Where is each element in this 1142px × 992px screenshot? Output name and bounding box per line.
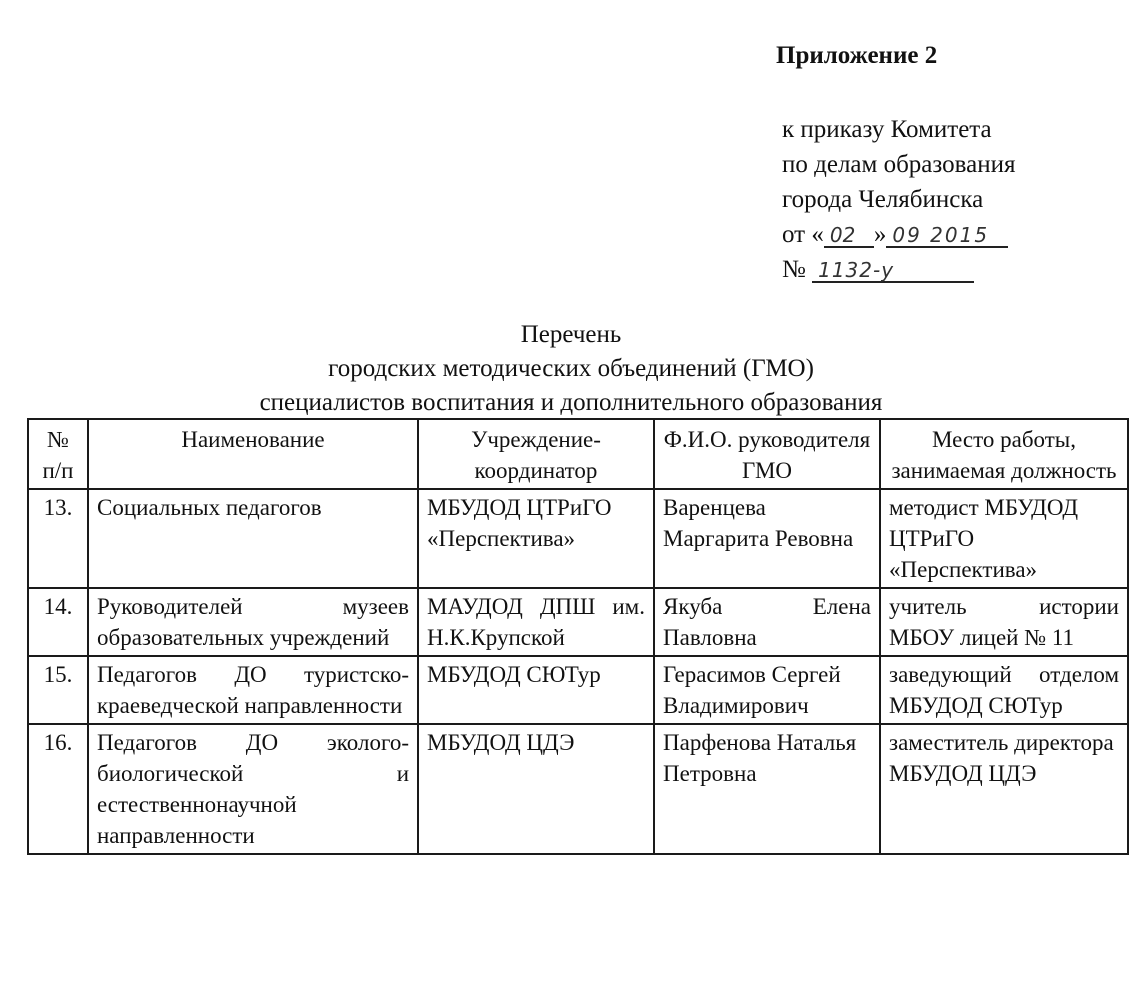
row-institution: МАУДОД ДПШ им. Н.К.Крупской [418, 588, 654, 656]
row-leader: Якуба Елена Павловна [654, 588, 880, 656]
gmo-table [27, 418, 1129, 855]
row-leader: Герасимов Сергей Владимирович [654, 656, 880, 724]
table-row [28, 588, 1128, 656]
order-reference [782, 112, 1015, 287]
title-line-3: специалистов воспитания и дополнительного образования [259, 389, 883, 416]
header-name: Наименование [88, 419, 418, 489]
row-name: Руководителей музеев образовательных учреждений [88, 588, 418, 656]
row-institution: МБУДОД ЦТРиГО «Перспектива» [418, 489, 654, 588]
table-row [28, 724, 1128, 854]
order-date-rest: 09 2015 [886, 224, 1008, 248]
document-title [0, 318, 1142, 420]
row-workplace: заведующий отделом МБУДОД СЮТур [880, 656, 1128, 724]
row-institution: МБУДОД СЮТур [418, 656, 654, 724]
row-name: Социальных педагогов [88, 489, 418, 588]
row-name: Педагогов ДО эколого-биологической и естественнонаучной направленности [88, 724, 418, 854]
row-workplace: учитель истории МБОУ лицей № 11 [880, 588, 1128, 656]
row-num: 16. [28, 724, 88, 854]
header-leader: Ф.И.О. руководителя ГМО [654, 419, 880, 489]
appendix-title: Приложение 2 [776, 42, 938, 69]
table-row [28, 656, 1128, 724]
order-number-line [782, 252, 1015, 287]
order-number-prefix: № [782, 256, 806, 283]
table-header-row [28, 419, 1128, 489]
row-workplace: заместитель директора МБУДОД ЦДЭ [880, 724, 1128, 854]
row-num: 13. [28, 489, 88, 588]
header-institution: Учреждение-координатор [418, 419, 654, 489]
table-row [28, 489, 1128, 588]
header-num: № п/п [28, 419, 88, 489]
order-line-3: города Челябинска [782, 186, 984, 213]
header-workplace: Место работы, занимаемая должность [880, 419, 1128, 489]
order-number-value: 1132-у [812, 259, 974, 283]
row-num: 15. [28, 656, 88, 724]
row-leader: Варенцева Маргарита Ревовна [654, 489, 880, 588]
row-workplace: методист МБУДОД ЦТРиГО «Перспектива» [880, 489, 1128, 588]
row-name: Педагогов ДО туристско-краеведческой направленности [88, 656, 418, 724]
order-date-mid: » [873, 221, 887, 248]
order-line-1: к приказу Комитета [782, 116, 992, 143]
title-line-2: городских методических объединений (ГМО) [328, 355, 814, 382]
order-date-prefix: от « [782, 221, 824, 248]
order-date-day: 02 [824, 224, 874, 248]
row-institution: МБУДОД ЦДЭ [418, 724, 654, 854]
order-date-line [782, 217, 1015, 252]
row-leader: Парфенова Наталья Петровна [654, 724, 880, 854]
order-line-2: по делам образования [782, 151, 1016, 178]
row-num: 14. [28, 588, 88, 656]
title-line-1: Перечень [520, 321, 622, 348]
